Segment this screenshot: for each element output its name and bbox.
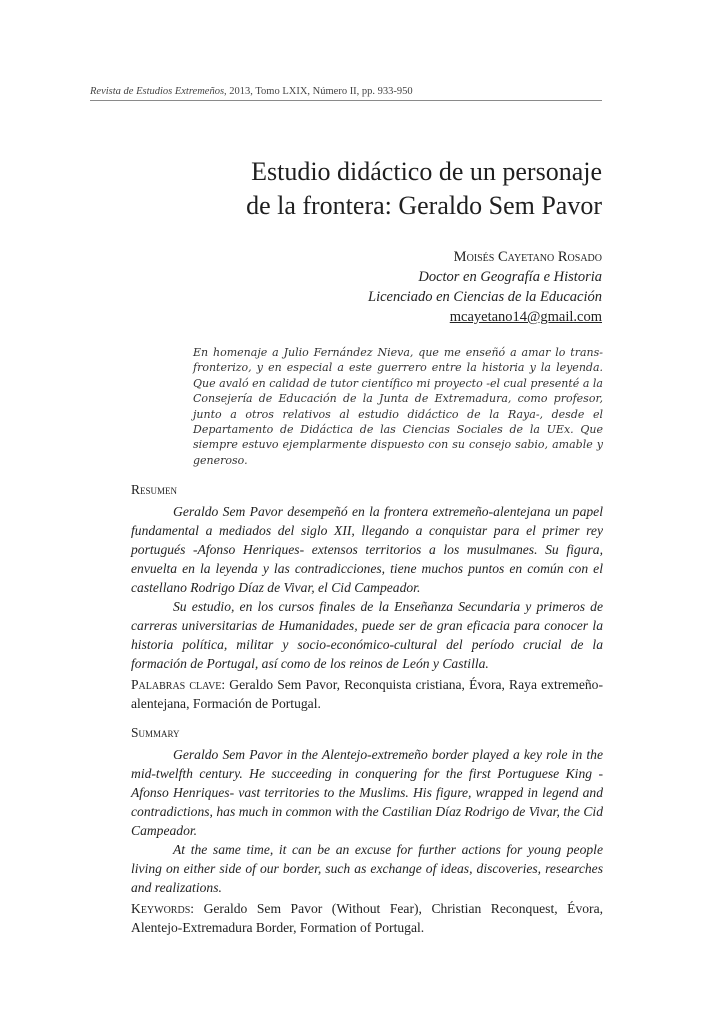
keywords-text: Geraldo Sem Pavor, Reconquista cristiana, Évora, Raya extremeño-alentejana, Formación de Portugal. xyxy=(131,677,604,711)
keywords-text: Geraldo Sem Pavor (Without Fear), Christian Reconquest, Évora, Alentejo-Extremadura Border, Formation of Portugal. xyxy=(131,901,603,935)
resumen-keywords xyxy=(131,675,603,713)
journal-details: 2013, Tomo LXIX, Número II, pp. 933-950 xyxy=(226,86,413,97)
resumen-paragraph-1: Geraldo Sem Pavor desempeñó en la frontera extremeño-alentejana un papel fundamental a mediados del siglo XII, llegando a conquistar para el primer rey portugués -Afonso Henriques- extensos territorios a los musulmanes. Su figura, envuelta en la leyenda y las contradicciones, tiene muchos puntos en común con el castellano Rodrigo Díaz de Vivar, el Cid Campeador. xyxy=(131,504,603,595)
summary-heading: Summary xyxy=(131,725,180,740)
article-title xyxy=(150,155,602,223)
keywords-label: Palabras clave: xyxy=(131,677,226,692)
author-degree-2: Licenciado en Ciencias de la Educación xyxy=(368,289,602,305)
summary-paragraph-2: At the same time, it can be an excuse for further actions for young people living on either side of our border, such as exchange of ideas, discoveries, researches and realizations. xyxy=(131,842,603,895)
author-email-link[interactable]: mcayetano14@gmail.com xyxy=(449,309,602,325)
running-head xyxy=(90,86,413,97)
dedication: En homenaje a Julio Fernández Nieva, que me enseñó a amar lo trans-fronterizo, y en especial a este guerrero entre la historia y la leyenda. Que avaló en calidad de tutor científico mi proyecto -el cual presenté a la Consejería de Educación de la Junta de Extremadura, como profesor, junto a otros relativos al estudio didáctico de la Raya-, desde el Departamento de Didáctica de las Ciencias Sociales de la UEx. Que siempre estuvo ejemplarmente dispuesto con su consejo sabio, amable y generoso. xyxy=(193,346,603,467)
author-degree-1: Doctor en Geografía e Historia xyxy=(418,269,602,285)
resumen-paragraph-2: Su estudio, en los cursos finales de la Enseñanza Secundaria y primeros de carreras universitarias de Humanidades, puede ser de gran eficacia para conocer la historia política, militar y socio-económico-cultural del período crucial de la formación de Portugal, así como de los reinos de León y Castilla. xyxy=(131,599,603,671)
summary-keywords xyxy=(131,899,603,937)
resumen-section xyxy=(131,480,603,713)
journal-name: Revista de Estudios Extremeños, xyxy=(90,86,227,97)
summary-paragraph-1: Geraldo Sem Pavor in the Alentejo-extremeño border played a key role in the mid-twelfth century. He succeeding in conquering for the first Portuguese King -Afonso Henriques- vast territories to the Muslims. His figure, wrapped in legend and contradictions, has much in common with the Castilian Díaz Rodrigo de Vivar, the Cid Campeador. xyxy=(131,747,603,838)
title-line-1: Estudio didáctico de un personaje xyxy=(251,157,602,186)
author-block xyxy=(368,247,602,327)
summary-section xyxy=(131,723,603,937)
keywords-label: Keywords: xyxy=(131,901,195,916)
resumen-heading: Resumen xyxy=(131,482,178,497)
header-rule xyxy=(90,100,602,101)
title-line-2: de la frontera: Geraldo Sem Pavor xyxy=(246,191,602,220)
author-name: Moisés Cayetano Rosado xyxy=(453,249,602,265)
